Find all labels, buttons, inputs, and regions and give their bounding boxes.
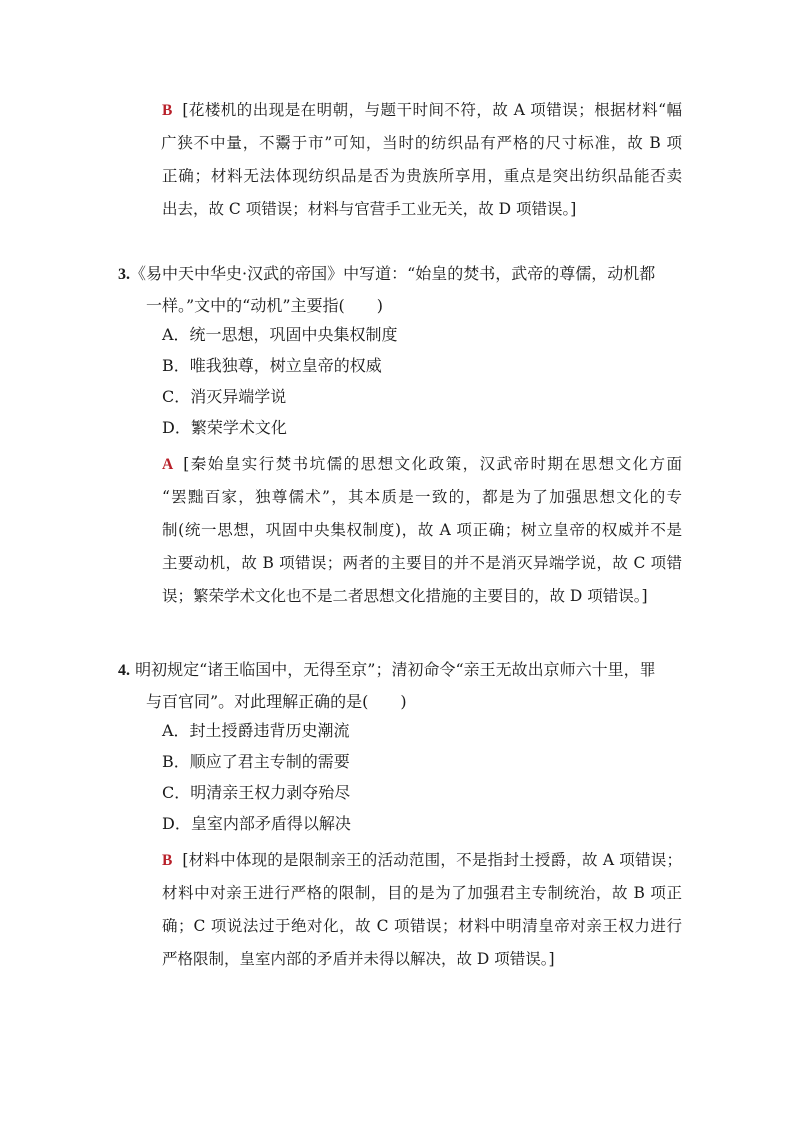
q4-answer-explanation — [162, 844, 682, 976]
question-3 — [118, 258, 688, 321]
answer-line: 出去，故 C 项错误；材料与官营手工业无关，故 D 项错误。] — [162, 200, 577, 218]
answer-line: 广狭不中量，不鬻于市”可知，当时的纺织品有严格的尺寸标准，故 B 项 — [161, 134, 682, 152]
option-b[interactable]: B．唯我独尊，树立皇帝的权威 — [162, 356, 382, 375]
question-number: 4. — [118, 662, 130, 679]
answer-letter: B — [162, 852, 173, 869]
option-d[interactable]: D．繁荣学术文化 — [162, 418, 287, 437]
answer-letter: B — [162, 102, 173, 119]
answer-letter: A — [162, 456, 174, 473]
answer-line: 正确；材料无法体现纺织品是否为贵族所享用，重点是突出纺织品能否卖 — [162, 167, 682, 185]
question-stem-line: 3.《易中天中华史·汉武的帝国》中写道：“始皇的焚书，武帝的尊儒，动机都 — [118, 264, 656, 283]
option-a[interactable]: A．封土授爵违背历史潮流 — [162, 721, 350, 740]
answer-line: 严格限制，皇室内部的矛盾并未得以解决，故 D 项错误。] — [162, 950, 555, 968]
question-stem-line: 一样。”文中的“动机”主要指( ) — [146, 296, 384, 315]
answer-line: 制(统一思想，巩固中央集权制度)，故 A 项正确；树立皇帝的权威并不是 — [162, 521, 682, 539]
question-stem-line: 与百官同”。对此理解正确的是( ) — [146, 692, 407, 711]
answer-line: 误；繁荣学术文化也不是二者思想文化措施的主要目的，故 D 项错误。] — [162, 587, 648, 605]
question-4 — [118, 654, 688, 717]
answer-line: “罢黜百家，独尊儒术”，其本质是一致的，都是为了加强思想文化的专 — [162, 488, 682, 506]
answer-line: B [材料中体现的是限制亲王的活动范围，不是指封土授爵，故 A 项错误； — [162, 851, 682, 869]
q3-answer-explanation — [162, 448, 682, 613]
option-b[interactable]: B．顺应了君主专制的需要 — [162, 752, 350, 771]
option-a[interactable]: A．统一思想，巩固中央集权制度 — [162, 325, 398, 344]
option-c[interactable]: C．明清亲王权力剥夺殆尽 — [162, 783, 351, 802]
q2-answer-explanation — [162, 94, 682, 226]
option-d[interactable]: D．皇室内部矛盾得以解决 — [162, 814, 351, 833]
option-c[interactable]: C．消灭异端学说 — [162, 387, 287, 406]
answer-line: A [秦始皇实行焚书坑儒的思想文化政策，汉武帝时期在思想文化方面 — [162, 455, 682, 473]
answer-line: 主要动机，故 B 项错误；两者的主要目的并不是消灭异端学说，故 C 项错 — [162, 554, 682, 572]
answer-line: 材料中对亲王进行严格的限制，目的是为了加强君主专制统治，故 B 项正 — [162, 884, 682, 902]
answer-line: B [花楼机的出现是在明朝，与题干时间不符，故 A 项错误；根据材料“幅 — [162, 101, 682, 119]
question-stem-line: 4. 明初规定“诸王临国中，无得至京”；清初命令“亲王无故出京师六十里，罪 — [118, 660, 656, 679]
answer-line: 确；C 项说法过于绝对化，故 C 项错误；材料中明清皇帝对亲王权力进行 — [162, 917, 682, 935]
question-number: 3. — [118, 266, 130, 283]
